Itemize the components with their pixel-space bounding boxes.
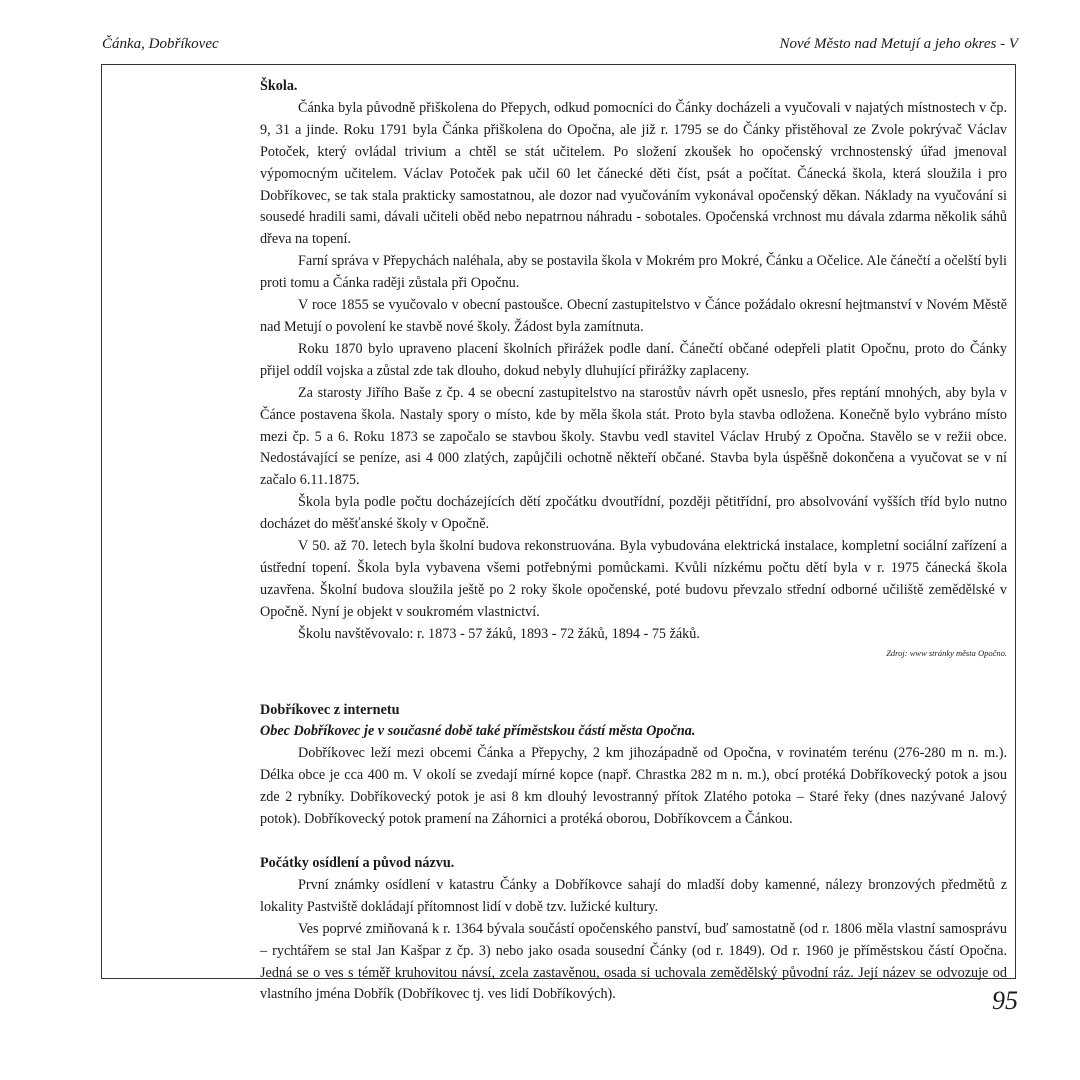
paragraph: První známky osídlení v katastru Čánky a Dobříkovce sahají do mladší doby kamenné, nálezy bronzových předmětů z lokality Pastviště dokládají přítomnost lidí v době tzv. lužické kultury. — [260, 876, 1007, 915]
paragraph: Školu navštěvovalo: r. 1873 - 57 žáků, 1893 - 72 žáků, 1894 - 75 žáků. — [298, 625, 700, 642]
heading-skola: Škola. — [260, 78, 298, 94]
header-right: Nové Město nad Metují a jeho okres - V — [779, 36, 1018, 52]
page-number: 95 — [992, 986, 1018, 1015]
paragraph: Farní správa v Přepychách naléhala, aby se postavila škola v Mokrém pro Mokré, Čánku a Očelice. Ale čánečtí a očelští byli proti tomu a Čánka raději zůstala při Opočnu. — [260, 253, 1007, 292]
paragraph: Ves poprvé zmiňovaná k r. 1364 bývala součástí opočenského panství, buď samostatně (od r. 1806 měla vlastní samosprávu – rychtářem se stal Jan Kašpar z čp. 3) nebo jako osada sousední Čánky (od r. 1849). Od r. 1960 je příměstskou částí Opočna. Jedná se o ves s téměř kruhovitou návsí, zcela zastavěnou, osada si uchovala zemědělský původní ráz. Její název se odvozuje od vlastního jména Dobřík (Dobříkovec tj. ves lidí Dobříkových). — [260, 920, 1007, 1003]
heading-pocatky: Počátky osídlení a původ názvu. — [260, 855, 455, 871]
source-note: Zdroj: www stránky města Opočno. — [886, 647, 1007, 658]
paragraph: V 50. až 70. letech byla školní budova rekonstruována. Byla vybudována elektrická instalace, kompletní sociální zařízení a ústřední topení. Škola byla vybavena všemi potřebnými pomůckami. Kvůli nízkému počtu dětí byla v r. 1975 čánecká škola uzavřena. Školní budova sloužila ještě po 2 roky škole opočenské, poté budovu převzalo střední odborné učiliště zemědělské v Opočně. Nyní je objekt v soukromém vlastnictví. — [260, 538, 1007, 620]
paragraph: V roce 1855 se vyučovalo v obecní pastoušce. Obecní zastupitelstvo v Čánce požádalo okresní hejtmanství v Novém Městě nad Metují o povolení ke stavbě nové školy. Žádost byla zamítnuta. — [260, 297, 1007, 335]
paragraph: Za starosty Jiřího Baše z čp. 4 se obecní zastupitelstvo na starostův návrh opět usneslo, přes reptání mnohých, aby byla v Čánce postavena škola. Nastaly spory o místo, kde by měla škola stát. Proto byla stavba odložena. Konečně bylo vybráno místo mezi čp. 5 a 6. Roku 1873 se započalo se stavbou školy. Stavbu vedl stavitel Václav Hrubý z Opočna. Stavělo se v režii obce. Nedostávající se peníze, asi 4 000 zlatých, zapůjčili ochotně někteří občané. Stavba byla úspěšně dokončena a vyučovat se v ní začalo 6.11.1875. — [260, 384, 1007, 489]
paragraph: Roku 1870 bylo upraveno placení školních přirážek podle daní. Čánečtí občané odepřeli platit Opočnu, proto do Čánky přijel oddíl vojska a zůstal zde tak dlouho, dokud nebyly dluhující přirážky zaplaceny. — [260, 340, 1007, 379]
section-subtitle: Obec Dobříkovec je v současné době také příměstskou částí města Opočna. — [260, 723, 696, 740]
section-gap — [260, 660, 1007, 700]
heading-internet: Dobříkovec z internetu — [260, 701, 400, 718]
section-gap — [260, 831, 1007, 853]
paragraph: Dobříkovec leží mezi obcemi Čánka a Přepychy, 2 km jihozápadně od Opočna, v rovinatém terénu (276-280 m n. m.). Délka obce je cca 400 m. V okolí se zvedají mírné kopce (např. Chrastka 282 m n. m.), obcí protéká Dobříkovecký potok a jsou zde 2 rybníky. Dobříkovecký potok je asi 8 km dlouhý levostranný přítok Zlatého potoka – Staré řeky (dnes nazývané Jalový potok). Dobříkovecký potok pramení na Záhornici a protéká oborou, Dobříkovcem a Čánkou. — [260, 745, 1007, 828]
running-header — [102, 36, 1018, 53]
paragraph: Škola byla podle počtu docházejících dětí zpočátku dvoutřídní, později pětitřídní, pro absolvování vyšších tříd bylo nutno docházet do měšťanské školy v Opočně. — [260, 494, 1007, 533]
header-left: Čánka, Dobříkovec — [102, 36, 219, 52]
page-content — [260, 76, 1007, 1006]
paragraph: Čánka byla původně přiškolena do Přepych, odkud pomocníci do Čánky docházeli a vyučovali v najatých místnostech v čp. 9, 31 a jinde. Roku 1791 byla Čánka přiškolena do Opočna, ale již r. 1795 se do Čánky přistěhoval ze Zvole pokrývač Václav Potoček, který ovládal trivium a chtěl se stát učitelem. Po složení zkoušek ho opočenský vrchnostenský úřad jmenoval výpomocným učitelem. Václav Potoček pak učil 60 let čánecké děti číst, psát a počítat. Čánecká škola, která sloužila i pro Dobříkovec, se tak stala prakticky samostatnou, ale dozor nad vyučováním vykonával opočenský děkan. Náklady na vyučování si sousedé hradili sami, dávali učiteli oběd nebo nepatrnou náhradu - sobotales. Opočenská vrchnost mu dávala zdarma několik sáhů dřeva na topení. — [260, 99, 1007, 248]
